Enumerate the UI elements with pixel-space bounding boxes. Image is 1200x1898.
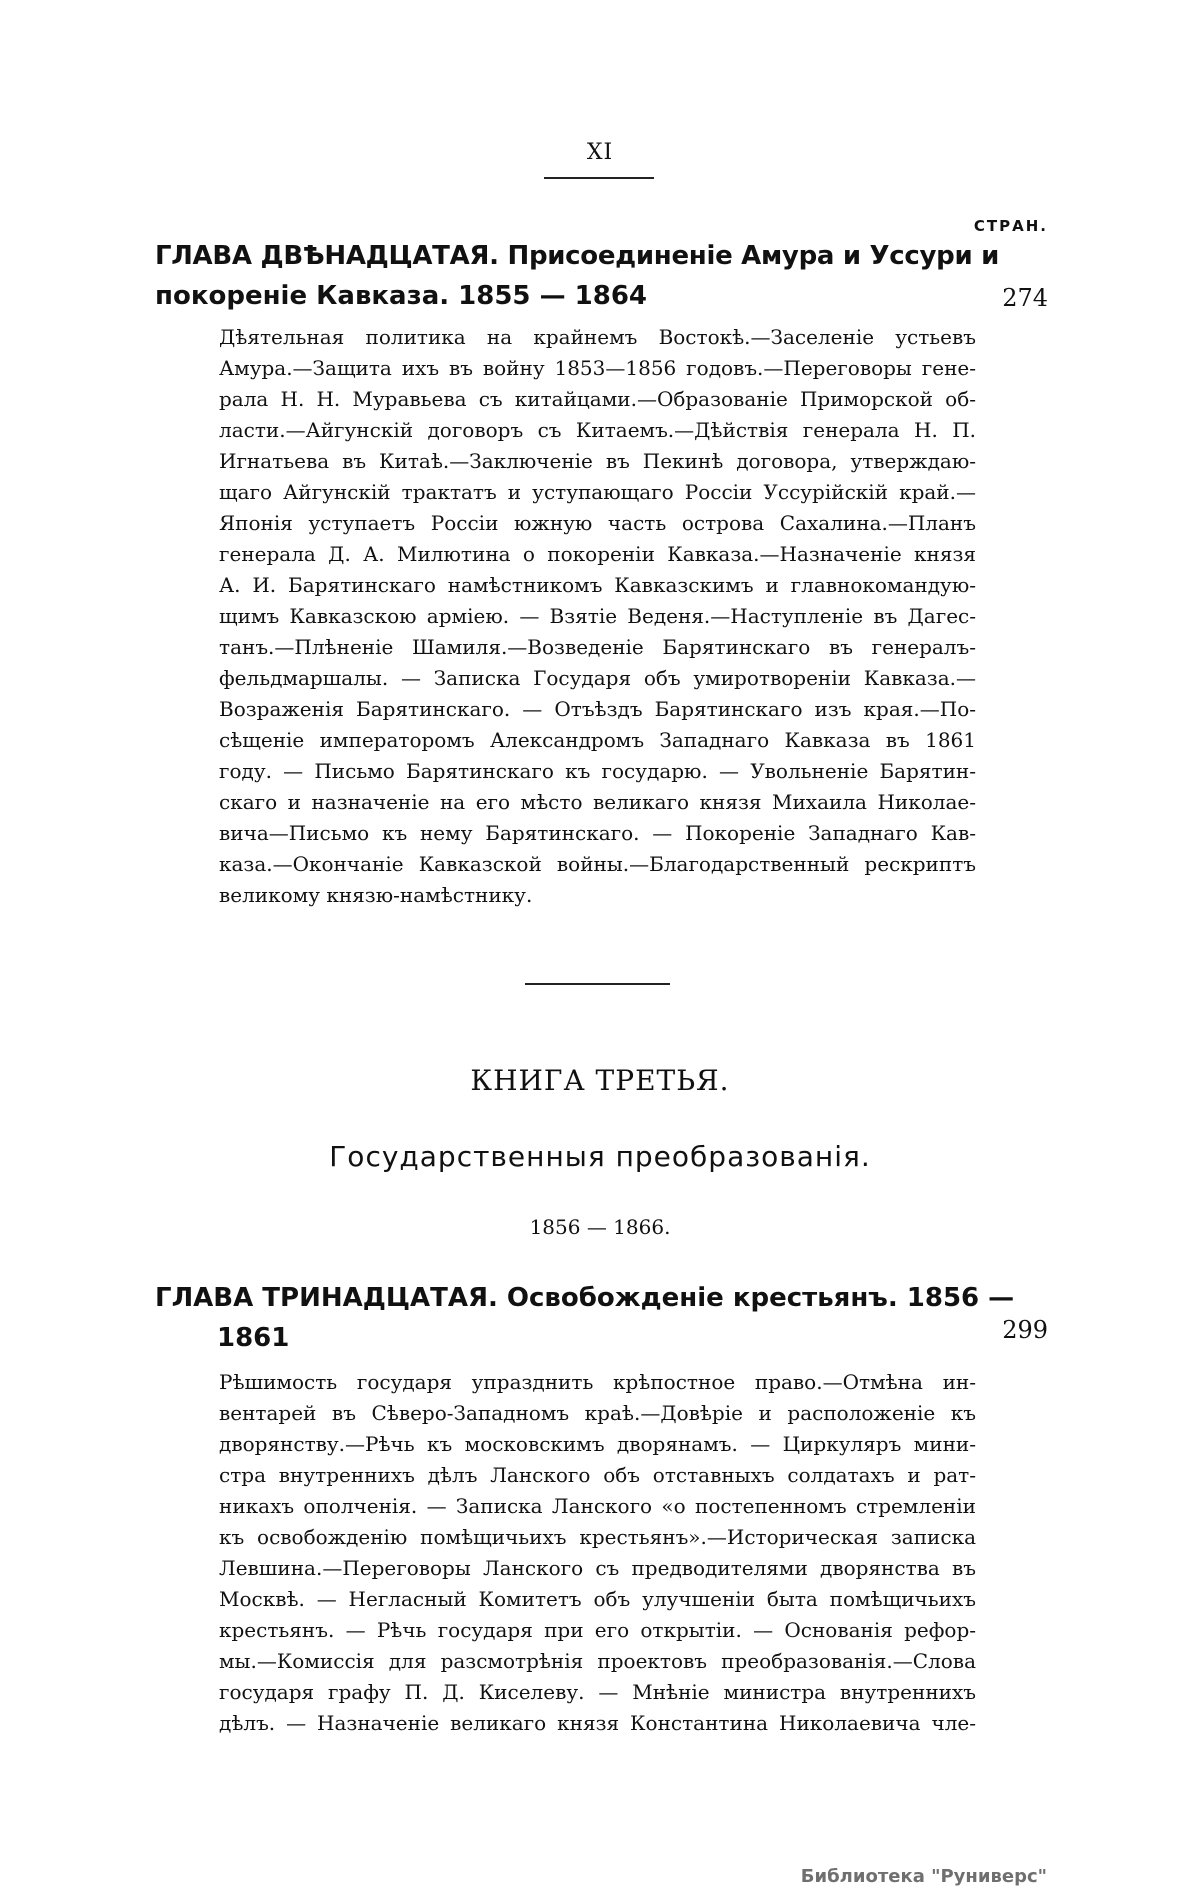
- summary-line: вича—Письмо къ нему Барятинскаго. — Покореніе Западнаго Кав-: [219, 821, 976, 845]
- summary-line: мы.—Комиссія для разсмотрѣнія проектовъ преобразованія.—Слова: [219, 1649, 976, 1673]
- chapter-13-title: [155, 1278, 1015, 1358]
- summary-line: году. — Письмо Барятинскаго къ государю. — Увольненіе Барятин-: [219, 759, 976, 783]
- book-years: 1856 — 1866.: [529, 1215, 671, 1239]
- summary-line: Москвѣ. — Негласный Комитетъ объ улучшеніи быта помѣщичьихъ: [219, 1587, 976, 1611]
- summary-line: государя графу П. Д. Киселеву. — Мнѣніе министра внутреннихъ: [219, 1680, 976, 1704]
- summary-line: великому князю-намѣстнику.: [219, 883, 533, 907]
- summary-line: Японія уступаетъ Россіи южную часть острова Сахалина.—Планъ: [219, 511, 976, 535]
- chapter-13-title-line: 1861: [217, 1323, 290, 1353]
- summary-line: дворянству.—Рѣчь къ московскимъ дворянамъ. — Циркуляръ мини-: [219, 1432, 976, 1456]
- summary-line: фельдмаршалы. — Записка Государя объ умиротвореніи Кавказа.—: [219, 666, 976, 690]
- chapter-12-title-line: ГЛАВА ДВѢНАДЦАТАЯ. Присоединеніе Амура и Уссури и: [155, 241, 1000, 271]
- summary-line: крестьянъ. — Рѣчь государя при его открытіи. — Основанія рефор-: [219, 1618, 976, 1642]
- chapter-13-page-ref: 299: [1002, 1316, 1048, 1344]
- chapter-13-title-line: ГЛАВА ТРИНАДЦАТАЯ. Освобожденіе крестьянъ. 1856 —: [155, 1283, 1015, 1313]
- header-rule: [544, 177, 654, 179]
- summary-line: каза.—Окончаніе Кавказской войны.—Благодарственный рескриптъ: [219, 852, 976, 876]
- summary-line: Амура.—Защита ихъ въ войну 1853—1856 годовъ.—Переговоры гене-: [219, 356, 976, 380]
- summary-line: сѣщеніе императоромъ Александромъ Западнаго Кавказа въ 1861: [219, 728, 976, 752]
- summary-line: Возраженія Барятинскаго. — Отъѣздъ Барятинскаго изъ края.—По-: [219, 697, 976, 721]
- chapter-12-page-ref: 274: [1002, 284, 1048, 312]
- summary-line: щаго Айгунскій трактатъ и уступающаго Россіи Уссурійскій край.—: [219, 480, 976, 504]
- summary-line: ласти.—Айгунскій договоръ съ Китаемъ.—Дѣйствія генерала Н. П.: [219, 418, 976, 442]
- summary-line: Левшина.—Переговоры Ланского съ предводителями дворянства въ: [219, 1556, 976, 1580]
- chapter-12-title-line: покореніе Кавказа. 1855 — 1864: [155, 281, 647, 311]
- summary-line: щимъ Кавказскою арміею. — Взятіе Веденя.—Наступленіе въ Дагес-: [219, 604, 976, 628]
- summary-line: танъ.—Плѣненіе Шамиля.—Возведеніе Барятинскаго въ генералъ-: [219, 635, 976, 659]
- summary-line: къ освобожденію помѣщичьихъ крестьянъ».—Историческая записка: [219, 1525, 976, 1549]
- summary-line: Игнатьева въ Китаѣ.—Заключеніе въ Пекинѣ договора, утверждаю-: [219, 449, 976, 473]
- summary-line: стра внутреннихъ дѣлъ Ланского объ отставныхъ солдатахъ и рат-: [219, 1463, 976, 1487]
- summary-line: Рѣшимость государя упразднить крѣпостное право.—Отмѣна ин-: [219, 1370, 976, 1394]
- summary-line: А. И. Барятинскаго намѣстникомъ Кавказскимъ и главнокомандую-: [219, 573, 976, 597]
- summary-line: рала Н. Н. Муравьева съ китайцами.—Образованіе Приморской об-: [219, 387, 976, 411]
- summary-line: генерала Д. А. Милютина о покореніи Кавказа.—Назначеніе князя: [219, 542, 976, 566]
- book-subtitle: Государственныя преобразованія.: [329, 1140, 871, 1173]
- section-divider: [525, 983, 670, 985]
- chapter-13-summary: [219, 1367, 976, 1739]
- page-number: XI: [586, 140, 614, 165]
- summary-line: скаго и назначеніе на его мѣсто великаго князя Михаила Николае-: [219, 790, 976, 814]
- summary-line: никахъ ополченія. — Записка Ланского «о постепенномъ стремленіи: [219, 1494, 976, 1518]
- summary-line: Дѣятельная политика на крайнемъ Востокѣ.—Заселеніе устьевъ: [219, 325, 976, 349]
- library-watermark: Библиотека "Руниверс": [800, 1866, 1047, 1887]
- page-column-label: СТРАН.: [973, 217, 1048, 235]
- chapter-12-title: [155, 236, 1000, 316]
- summary-line: вентарей въ Сѣверо-Западномъ краѣ.—Довѣріе и расположеніе къ: [219, 1401, 976, 1425]
- chapter-12-summary: [219, 322, 976, 911]
- summary-line: дѣлъ. — Назначеніе великаго князя Константина Николаевича чле-: [219, 1711, 976, 1735]
- book-title: КНИГА ТРЕТЬЯ.: [470, 1064, 730, 1097]
